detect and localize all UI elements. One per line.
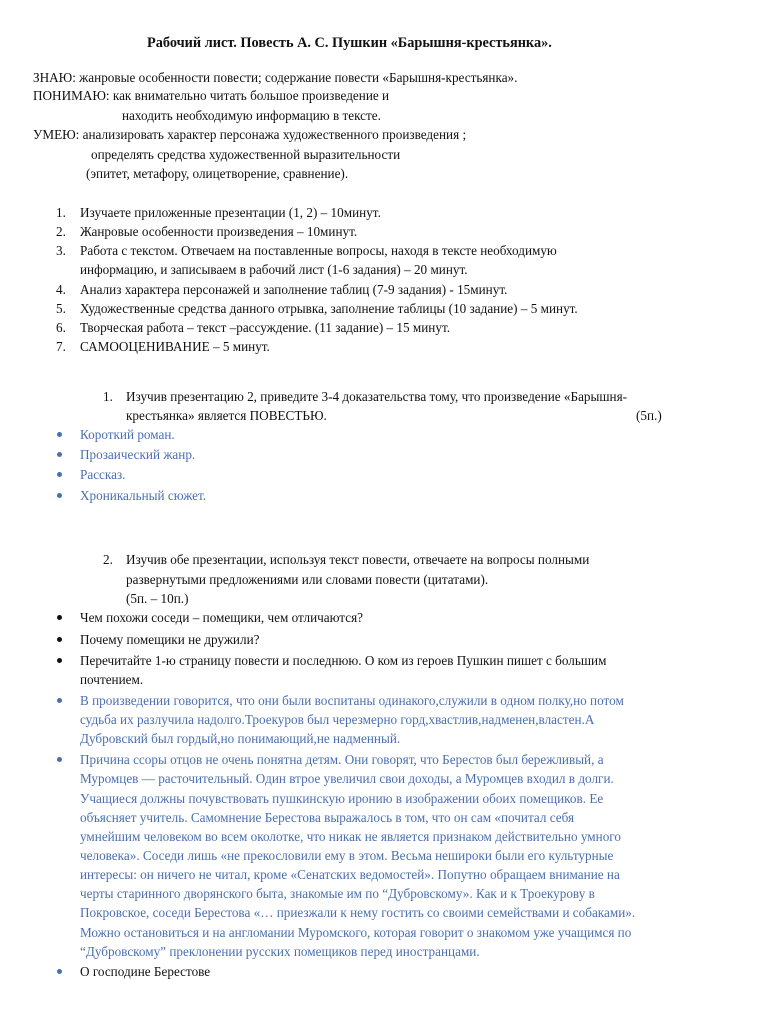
plan-item-text: Изучаете приложенные презентации (1, 2) – 10минут.: [80, 205, 381, 220]
question-item: Почему помещики не дружили?: [80, 632, 260, 647]
goal-understand: ПОНИМАЮ: как внимательно читать большое произведение и: [33, 88, 390, 103]
plan-item-text: Художественные средства данного отрывка, заполнение таблицы (10 задание) – 5 минут.: [80, 301, 578, 316]
task-points: (5п.): [636, 408, 662, 423]
answer-paragraph-line: человека». Соседи лишь «не прекословили ему в этом. Весьма неширoки были его культурные: [80, 848, 614, 863]
plan-item-number: 3.: [56, 243, 66, 258]
answer-paragraph-line: умнейшим человеком во всем околотке, что никак не является признаком действительно умного: [80, 829, 621, 844]
bullet-icon: [57, 615, 62, 620]
plan-item-text-cont: информацию, и записываем в рабочий лист (1-6 задания) – 20 минут.: [80, 262, 468, 277]
plan-item-text: Жанровые особенности произведения – 10минут.: [80, 224, 358, 239]
answer-paragraph-line: Дубровский был гордый,но понимающий,не надменный.: [80, 731, 401, 746]
bullet-icon: [57, 472, 62, 477]
answer-paragraph-line: Учащиеся должны почувствовать пушкинскую иронию в изображении обоих помещиков. Ее: [80, 791, 604, 806]
answer-paragraph-line: “Дубровскому” преклонении русских помещиков перед иностранцами.: [80, 944, 480, 959]
answer-item: Хроникальный сюжет.: [80, 488, 207, 503]
goal-understand-cont: находить необходимую информацию в тексте.: [122, 108, 381, 123]
goal-can-cont-2: (эпитет, метафору, олицетворение, сравнение).: [86, 166, 349, 181]
bullet-icon: [57, 757, 62, 762]
plan-item-number: 5.: [56, 301, 66, 316]
answer-paragraph-line: Муромцев — расточительный. Один втрое увеличил свои доходы, а Муромцев входил в долги.: [80, 771, 614, 786]
plan-item-text: Творческая работа – текст –рассуждение. (11 задание) – 15 минут.: [80, 320, 451, 335]
plan-item-text: САМООЦЕНИВАНИЕ – 5 минут.: [80, 339, 270, 354]
plan-item-text: Анализ характера персонажей и заполнение таблиц (7-9 задания) - 15минут.: [80, 282, 508, 297]
task-text-cont: развернутыми предложениями или словами повести (цитатами).: [126, 572, 489, 587]
bullet-icon: [57, 432, 62, 437]
task-text: Изучив обе презентации, используя текст повести, отвечаете на вопросы полными: [126, 552, 590, 567]
plan-item-number: 2.: [56, 224, 66, 239]
plan-item-number: 1.: [56, 205, 66, 220]
plan-item-text: Работа с текстом. Отвечаем на поставленные вопросы, находя в тексте необходимую: [80, 243, 557, 258]
plan-item-number: 7.: [56, 339, 66, 354]
task-points: (5п. – 10п.): [126, 591, 189, 606]
answer-paragraph-line: объясняет учитель. Самомнение Берестова выражалось в том, что он сам «почитал себя: [80, 810, 575, 825]
goal-can-cont: определять средства художественной выразительности: [91, 147, 401, 162]
task-number: 1.: [103, 389, 113, 404]
answer-item: Короткий роман.: [80, 427, 175, 442]
bullet-icon: [57, 969, 62, 974]
plan-item-number: 6.: [56, 320, 66, 335]
task-text-cont: крестьянка» является ПОВЕСТЬЮ.: [126, 408, 327, 423]
task-number: 2.: [103, 552, 113, 567]
task-text: Изучив презентацию 2, приведите 3-4 доказательства тому, что произведение «Барышня-: [126, 389, 628, 404]
bullet-icon: [57, 637, 62, 642]
answer-paragraph-line: интересы: он ничего не читал, кроме «Сенатских ведомостей». Попутно обращаем внимание на: [80, 867, 620, 882]
plan-item-number: 4.: [56, 282, 66, 297]
bullet-icon: [57, 493, 62, 498]
bullet-icon: [57, 452, 62, 457]
goal-know: ЗНАЮ: жанровые особенности повести; содержание повести «Барышня-крестьянка».: [33, 70, 518, 85]
goal-can: УМЕЮ: анализировать характер персонажа художественного произведения ;: [33, 127, 467, 142]
answer-paragraph-line: судьба их разлучила надолго.Троекуров был черезмерно горд,хвастлив,надменен,властен.А: [80, 712, 595, 727]
question-item: Перечитайте 1-ю страницу повести и последнюю. О ком из героев Пушкин пишет с большим: [80, 653, 607, 668]
answer-paragraph-line: Покровское, соседи Берестова «… приезжали к нему гостить со своими семействами и собаками».: [80, 905, 636, 920]
answer-paragraph-line: Можно остановиться и на англомании Муромского, которая говорит о знакомом уже учащимся по: [80, 925, 632, 940]
question-item: О господине Берестове: [80, 964, 211, 979]
bullet-icon: [57, 658, 62, 663]
answer-paragraph-line: Причина ссоры отцов не очень понятна детям. Они говорят, что Берестов был бережливый, а: [80, 752, 604, 767]
bullet-icon: [57, 698, 62, 703]
page-title: Рабочий лист. Повесть А. С. Пушкин «Барышня-крестьянка».: [147, 35, 552, 51]
question-item-cont: почтением.: [80, 672, 144, 687]
answer-paragraph-line: В произведении говорится, что они были воспитаны одинакого,служили в одном полку,но потом: [80, 693, 624, 708]
question-item: Чем похожи соседи – помещики, чем отличаются?: [80, 610, 363, 625]
answer-item: Рассказ.: [80, 467, 126, 482]
answer-paragraph-line: черты старинного дворянского быта, знакомые им по “Дубровскому». Как и к Троекурову в: [80, 886, 595, 901]
answer-item: Прозаический жанр.: [80, 447, 196, 462]
